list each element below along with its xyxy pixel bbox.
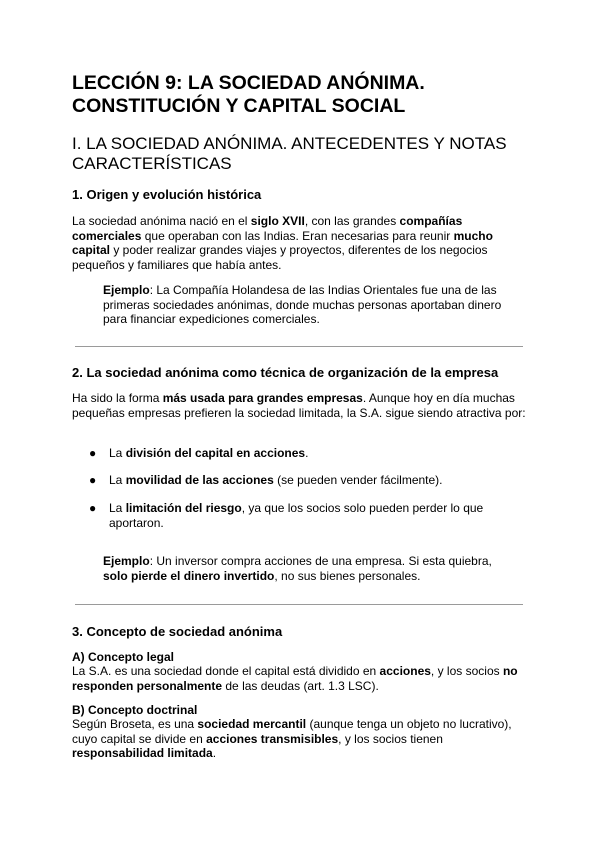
text-run: , con las grandes — [304, 214, 400, 228]
section-heading: I. LA SOCIEDAD ANÓNIMA. ANTECEDENTES Y NOTAS CARACTERÍSTICAS — [72, 134, 507, 173]
bold-run: movilidad de las acciones — [125, 473, 274, 487]
bullet-icon: ● — [89, 473, 97, 487]
list-item — [109, 473, 509, 488]
bold-run: acciones transmisibles — [206, 731, 339, 746]
bold-run: mucho capital — [72, 228, 493, 257]
text-run: Ha sido la forma — [72, 391, 163, 405]
bold-run: limitación del riesgo — [125, 501, 242, 515]
text-run: y poder realizar grandes viajes y proyectos, diferentes de los negocios pequeños y familiares que había antes. — [72, 243, 488, 272]
subsection-heading-technique: 2. La sociedad anónima como técnica de organización de la empresa — [72, 365, 499, 380]
bold-run: responsabilidad limitada — [72, 746, 213, 760]
bullet-icon: ● — [89, 501, 97, 515]
technique-paragraph — [72, 391, 532, 420]
example-text: : La Compañía Holandesa de las Indias Orientales fue una de las primeras sociedades anónimas, donde muchas personas aportaban dinero para financiar expediciones comerciales. — [103, 283, 502, 326]
example-label: Ejemplo — [103, 554, 150, 568]
text-run: (se pueden vender fácilmente). — [273, 473, 443, 487]
text-run: La S.A. es una sociedad donde el capital está dividido en — [72, 664, 380, 678]
text-run: , ya que los socios solo pueden perder lo que aportaron. — [109, 501, 484, 530]
divider — [75, 604, 523, 605]
legal-concept-paragraph — [72, 664, 532, 693]
bold-run: sociedad mercantil — [197, 717, 307, 731]
text-run: La sociedad anónima nació en el — [72, 214, 251, 228]
text-run: (aunque tenga un objeto no lucrativo), cuyo capital se divide en — [72, 717, 512, 746]
example-label: Ejemplo — [103, 283, 150, 297]
subsection-heading-concept: 3. Concepto de sociedad anónima — [72, 624, 283, 639]
technique-example — [103, 554, 503, 583]
text-run: , no sus bienes personales. — [274, 568, 421, 583]
bold-run: solo pierde el dinero invertido — [103, 568, 275, 583]
bold-run: más usada para grandes empresas — [162, 391, 363, 405]
text-run: La — [109, 501, 126, 515]
bullet-icon: ● — [89, 446, 97, 460]
bold-run: compañías comerciales — [72, 214, 463, 243]
bold-run: acciones — [379, 664, 431, 678]
text-run: Según Broseta, es una — [72, 717, 198, 731]
lesson-title: LECCIÓN 9: LA SOCIEDAD ANÓNIMA. CONSTITUCIÓN Y CAPITAL SOCIAL — [72, 72, 425, 117]
text-run: : Un inversor compra acciones de una empresa. Si esta quiebra, — [149, 554, 492, 568]
text-run: La — [109, 446, 126, 460]
text-run: . — [212, 746, 217, 760]
list-item — [109, 501, 509, 530]
text-run: La — [109, 473, 126, 487]
bold-run: siglo XVII — [250, 214, 305, 228]
doctrinal-concept-heading: B) Concepto doctrinal — [72, 703, 198, 717]
legal-concept-heading: A) Concepto legal — [72, 650, 175, 664]
bold-run: no responden personalmente — [72, 664, 518, 693]
text-run: de las deudas (art. 1.3 LSC). — [222, 678, 379, 693]
subsection-heading-origin: 1. Origen y evolución histórica — [72, 187, 262, 202]
text-run: , y los socios tienen — [338, 731, 443, 746]
text-run: que operaban con las Indias. Eran necesarias para reunir — [141, 228, 454, 243]
origin-paragraph — [72, 214, 532, 272]
text-run: . Aunque hoy en día muchas pequeñas empresas prefieren la sociedad limitada, la S.A. sigue siendo atractiva por: — [72, 391, 526, 420]
bold-run: división del capital en acciones — [125, 446, 306, 460]
list-item — [109, 446, 509, 461]
doctrinal-concept-paragraph — [72, 717, 532, 761]
text-run: , y los socios — [430, 664, 503, 678]
origin-example — [103, 283, 503, 327]
divider — [75, 346, 523, 347]
text-run: . — [305, 446, 309, 460]
